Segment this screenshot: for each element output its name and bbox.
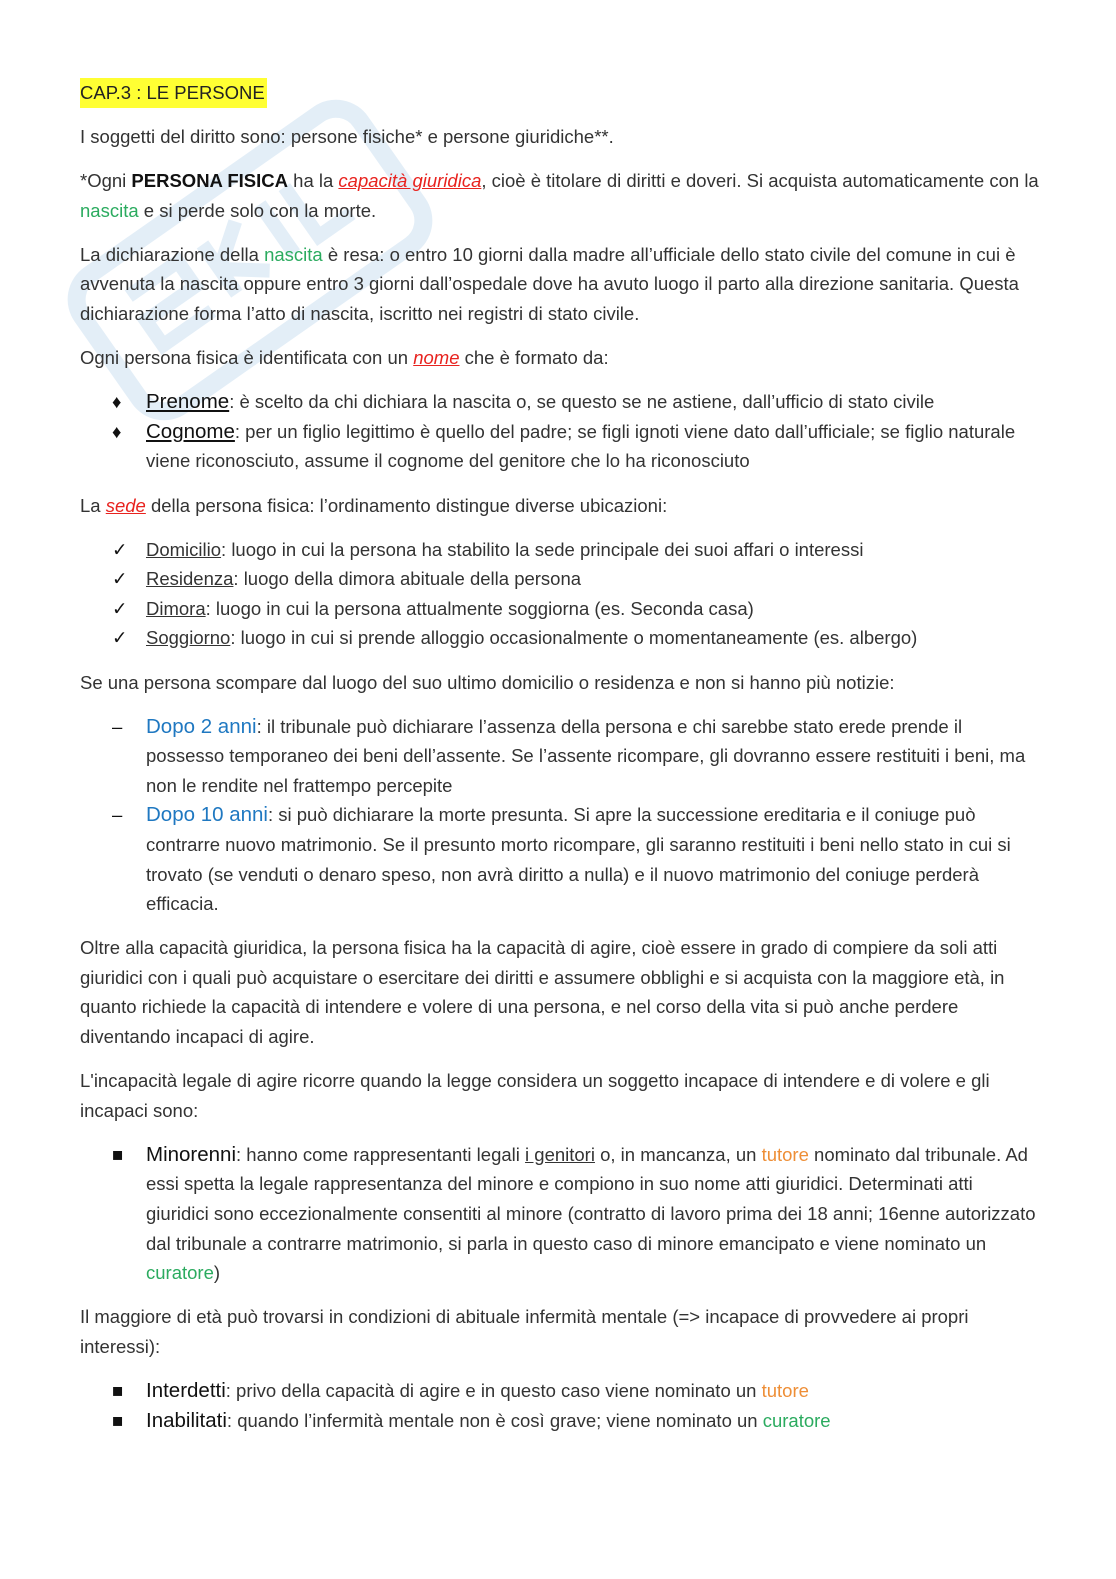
dash-bullet-icon: – xyxy=(112,804,123,826)
list-item: ■ Minorenni: hanno come rappresentanti legali i genitori o, in mancanza, un tutore nominato dal tribunale. Ad essi spetta la legale rappresentanza del minore e compiono in suo nome atti giuridici. Determinati atti giuridici sono eccezionalmente consentiti al minore (contratto di lavoro prima dei 18 anni; 16enne autorizzato dal tribunale a contrarre matrimonio, si parla in questo caso di minore emancipato e viene nominato un curatore) xyxy=(80,1140,1040,1288)
list-item: ■ Inabilitati: quando l’infermità mentale non è così grave; viene nominato un curatore xyxy=(80,1406,1040,1436)
square-bullet-icon: ■ xyxy=(112,1379,124,1401)
paragraph-maggiore: Il maggiore di età può trovarsi in condizioni di abituale infermità mentale (=> incapace di provvedere ai propri interessi): xyxy=(80,1306,969,1357)
list-item: ■ Interdetti: privo della capacità di agire e in questo caso viene nominato un tutore xyxy=(80,1376,1040,1406)
page-title: CAP.3 : LE PERSONE xyxy=(80,78,267,108)
capacita-giuridica-term: capacità giuridica xyxy=(338,170,482,192)
check-bullet-icon: ✓ xyxy=(112,568,128,590)
check-bullet-icon: ✓ xyxy=(112,627,128,649)
list-item: ♦ Cognome: per un figlio legittimo è quello del padre; se figli ignoti viene dato dall’ufficiale; se figlio naturale viene riconosciuto, assume il cognome del genitore che lo ha riconosciuto xyxy=(80,417,1040,476)
list-item: ✓ Domicilio: luogo in cui la persona ha stabilito la sede principale dei suoi affari o interessi xyxy=(80,535,1040,565)
dash-bullet-icon: – xyxy=(112,715,123,737)
name-list xyxy=(80,387,1040,476)
paragraph-sede: La sede della persona fisica: l’ordinamento distingue diverse ubicazioni: xyxy=(80,494,668,516)
paragraph-scomparsa: Se una persona scompare dal luogo del suo ultimo domicilio o residenza e non si hanno più notizie: xyxy=(80,671,895,693)
diamond-bullet-icon: ♦ xyxy=(112,391,122,413)
minor-list xyxy=(80,1140,1040,1288)
incapaci-list xyxy=(80,1376,1040,1435)
list-item: – Dopo 10 anni: si può dichiarare la morte presunta. Si apre la successione ereditaria e il coniuge può contrarre nuovo matrimonio. Se il presunto morto ricompare, gli saranno restituiti i beni nello stato in cui si trovato (se venduti o denaro speso, non avrà diritto a nulla) e il nuovo matrimonio del coniuge perderà efficacia. xyxy=(80,800,1040,918)
nascita-term: nascita xyxy=(80,199,139,221)
list-item: ✓ Soggiorno: luogo in cui si prende alloggio occasionalmente o momentaneamente (es. albergo) xyxy=(80,623,1040,653)
document-body xyxy=(80,78,1040,1450)
square-bullet-icon: ■ xyxy=(112,1409,124,1431)
sede-list xyxy=(80,535,1040,653)
list-item: ✓ Dimora: luogo in cui la persona attualmente soggiorna (es. Seconda casa) xyxy=(80,594,1040,624)
diamond-bullet-icon: ♦ xyxy=(112,420,122,442)
paragraph-persona-fisica: *Ogni PERSONA FISICA ha la capacità giuridica, cioè è titolare di diritti e doveri. Si acquista automaticamente con la nascita e si perde solo con la morte. xyxy=(80,170,1039,221)
absence-list xyxy=(80,712,1040,919)
chapter-heading xyxy=(80,78,1040,108)
persona-fisica-term: PERSONA FISICA xyxy=(131,170,289,192)
list-item: ✓ Residenza: luogo della dimora abituale della persona xyxy=(80,564,1040,594)
paragraph-nome: Ogni persona fisica è identificata con un nome che è formato da: xyxy=(80,347,609,369)
sede-term: sede xyxy=(105,494,146,516)
check-bullet-icon: ✓ xyxy=(112,597,128,619)
square-bullet-icon: ■ xyxy=(112,1143,124,1165)
paragraph-incapacita: L'incapacità legale di agire ricorre quando la legge considera un soggetto incapace di intendere e di volere e gli incapaci sono: xyxy=(80,1070,990,1121)
paragraph-intro: I soggetti del diritto sono: persone fisiche* e persone giuridiche**. xyxy=(80,126,614,148)
nome-term: nome xyxy=(413,347,460,369)
paragraph-dichiarazione: La dichiarazione della nascita è resa: o entro 10 giorni dalla madre all’ufficiale dello stato civile del comune in cui è avvenuta la nascita oppure entro 3 giorni dall’ospedale dove ha avuto luogo il parto alla direzione sanitaria. Questa dichiarazione forma l’atto di nascita, iscritto nei registri di stato civile. xyxy=(80,243,1019,325)
list-item: ♦ Prenome: è scelto da chi dichiara la nascita o, se questo se ne astiene, dall’ufficio di stato civile xyxy=(80,387,1040,417)
list-item: – Dopo 2 anni: il tribunale può dichiarare l’assenza della persona e chi sarebbe stato erede prende il possesso temporaneo dei beni dell’assente. Se l’assente ricompare, gli dovranno essere restituiti i beni, ma non le rendite nel frattempo percepite xyxy=(80,712,1040,801)
paragraph-capacita-agire: Oltre alla capacità giuridica, la persona fisica ha la capacità di agire, cioè essere in grado di compiere da soli atti giuridici con i quali può acquistare o esercitare dei diritti e assumere obblighi e si acquista con la maggiore età, in quanto richiede la capacità di intendere e volere di una persona, e nel corso della vita si può anche perdere diventando incapaci di agire. xyxy=(80,937,1005,1048)
check-bullet-icon: ✓ xyxy=(112,538,128,560)
nascita-term: nascita xyxy=(264,243,323,265)
